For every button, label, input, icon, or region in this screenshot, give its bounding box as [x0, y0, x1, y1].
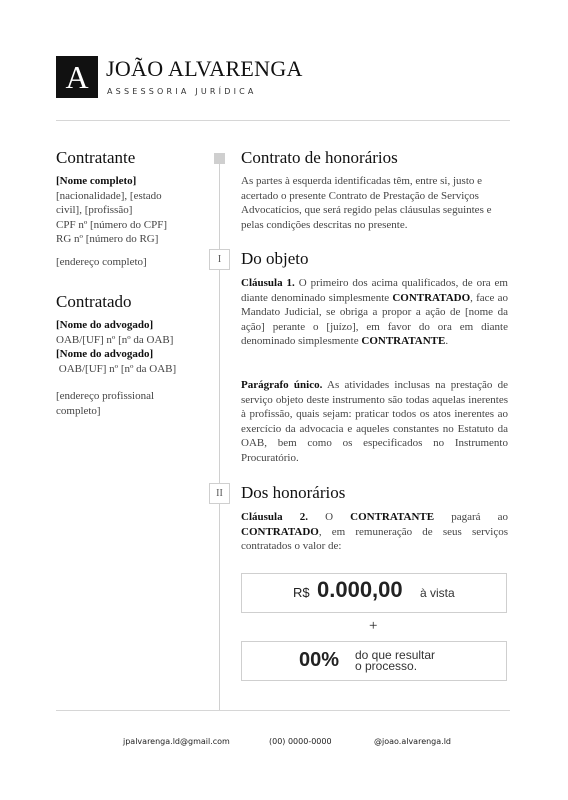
fee-currency: R$	[293, 585, 310, 600]
footer-divider	[56, 710, 510, 711]
fee-amount-note: à vista	[420, 586, 455, 600]
clause1-text: O primeiro dos acima qualificados, de ora em diante denominado simplesmente	[241, 277, 508, 304]
contratante-name: [Nome completo]	[56, 175, 137, 187]
paragrafo-unico	[241, 378, 508, 465]
clause2-text: O	[307, 511, 351, 523]
fee-fixed-box	[241, 573, 507, 613]
contratante-line: CPF nº [número do CPF]	[56, 218, 167, 231]
section1-heading: Do objeto	[241, 249, 309, 268]
contratante-address: [endereço completo]	[56, 256, 147, 268]
paragrafo-text: As atividades inclusas na prestação de serviço objeto deste instrumento são todas aquelas inerentes à profissão, quais sejam: praticar todos os atos inerentes ao exercício da advocacia e aqueles constantes no Estatuto da OAB, bem como os especificados no Instrumento Procuratório.	[241, 379, 508, 464]
footer-phone[interactable]: (00) 0000-0000	[269, 737, 332, 746]
footer-email[interactable]: jpalvarenga.ld@gmail.com	[123, 737, 230, 746]
contratante-line: [nacionalidade], [estado	[56, 189, 162, 202]
section-marker-2: II	[209, 483, 230, 504]
section2-heading: Dos honorários	[241, 483, 346, 502]
clause1-text: , face ao Mandato Judicial, se obriga a propor a ação de [nome da ação] perante o [juízo], em favor do ora em diante denominado simplesmente	[241, 291, 508, 347]
advogado-name: [Nome do advogado]	[56, 319, 154, 331]
fee-amount: 0.000,00	[317, 577, 403, 602]
clause1-contratado: CONTRATADO	[392, 291, 471, 304]
clause2-contratado: CONTRATADO	[241, 525, 319, 538]
clause1-label: Cláusula 1.	[241, 277, 295, 289]
fee-percent-note-line: o processo.	[355, 659, 418, 673]
header-divider	[56, 120, 510, 121]
contratado-details	[56, 318, 206, 376]
logo-mark: A	[56, 56, 98, 98]
footer-social[interactable]: @joao.alvarenga.ld	[374, 737, 452, 746]
section-marker-1: I	[209, 249, 230, 270]
contratante-line: RG nº [número do RG]	[56, 233, 159, 245]
timeline-marker	[214, 153, 225, 164]
fee-percent-box	[241, 641, 507, 681]
clause1-paragraph	[241, 276, 508, 349]
intro-paragraph: As partes à esquerda identificadas têm, entre si, justo e acertado o presente Contrato de Prestação de Serviços Advocatícios, que será regido pelas cláusulas seguintes e pelas condições descritas no presente.	[241, 175, 492, 231]
clause1-text: .	[445, 335, 449, 347]
paragrafo-label: Parágrafo único.	[241, 379, 323, 391]
advogado-oab: OAB/[UF] nº [nº da OAB]	[56, 333, 174, 346]
clause2-text: , em remuneração de seus serviços contratados o valor de:	[241, 525, 508, 552]
fee-percent-note	[355, 650, 435, 672]
timeline-line	[219, 158, 220, 710]
advogado-name: [Nome do advogado]	[56, 348, 154, 360]
contratante-line: civil], [profissão]	[56, 204, 133, 216]
fee-percent-note-line: do que resultar	[355, 648, 436, 662]
contratado-address: [endereço profissional completo]	[56, 390, 155, 417]
brand-subtitle: ASSESSORIA JURÍDICA	[107, 87, 257, 96]
clause1-contratante: CONTRATANTE	[361, 335, 446, 347]
plus-sign: +	[369, 618, 378, 634]
clause2-label: Cláusula 2.	[241, 511, 308, 523]
advogado-oab: OAB/[UF] nº [nº da OAB]	[56, 362, 177, 375]
clause2-contratante: CONTRATANTE	[350, 511, 435, 523]
contratante-heading: Contratante	[56, 148, 136, 167]
contratante-details	[56, 174, 196, 247]
clause2-text: pagará ao	[434, 511, 509, 523]
brand-name: JOÃO ALVARENGA	[106, 56, 303, 81]
fee-percent: 00%	[299, 649, 340, 671]
contratado-heading: Contratado	[56, 292, 132, 311]
clause2-paragraph	[241, 510, 508, 554]
contract-title: Contrato de honorários	[241, 148, 398, 167]
